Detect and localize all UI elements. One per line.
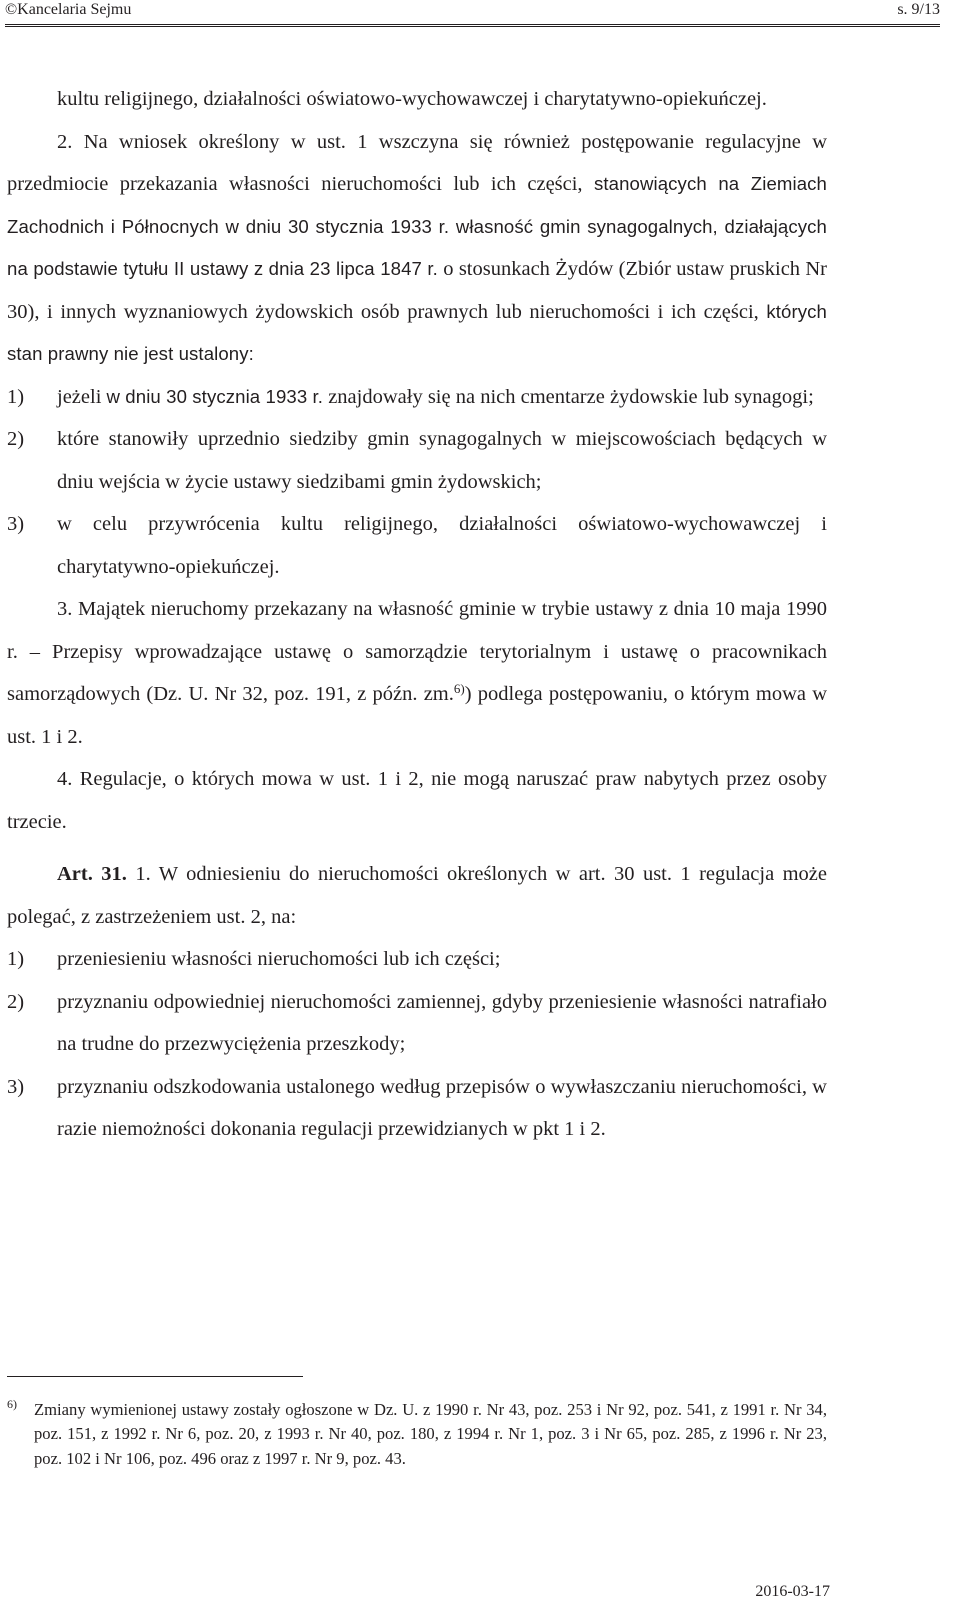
- header-publisher: ©Kancelaria Sejmu: [5, 1, 132, 18]
- list-item-number: 1): [7, 948, 25, 970]
- list-item-text: przeniesieniu własności nieruchomości lub ich części;: [57, 948, 501, 970]
- list-item: [7, 376, 827, 419]
- footnote-reference[interactable]: 6): [453, 681, 465, 696]
- paragraph-4-text: 4. Regulacje, o których mowa w ust. 1 i 2, nie mogą naruszać praw nabytych przez osoby trzecie.: [7, 768, 827, 833]
- list-item: [7, 938, 827, 981]
- paragraph-3-text-a: 3. Majątek nieruchomy przekazany na własność gminie w trybie ustawy z dnia 10 maja 1990 r. – Przepisy wprowadzające ustawę o samorządzie terytorialnym i ustawę o pracownikach samorządowych (Dz. U. Nr 32, poz. 191, z późn. zm.: [7, 598, 827, 705]
- paragraph-4: [7, 758, 827, 843]
- list-item: [7, 1066, 827, 1151]
- paragraph-2-text-a: 2. Na wniosek określony w ust. 1 wszczyna się również postępowanie regulacyjne w przedmiocie przekazania własności nieruchomości lub ich części,: [7, 130, 827, 195]
- list-item: [7, 503, 827, 588]
- list-item: [7, 418, 827, 503]
- list-item-number: 2): [7, 990, 25, 1013]
- footnote-separator: [7, 1376, 303, 1377]
- list-item-number: 3): [7, 513, 25, 535]
- paragraph-3: [7, 588, 827, 758]
- spacer: [7, 843, 827, 853]
- list-item-text: przyznaniu odpowiedniej nieruchomości zamiennej, gdyby przeniesienie własności natrafiało na trudne do przezwyciężenia przeszkody;: [57, 990, 827, 1055]
- paragraph-2-text-b: stanowiących na Ziemiach Zachodnich i Północnych w dniu 30 stycznia 1933 r. własność gmin synagogalnych, działających na podstawie tytułu II ustawy z dnia 23 lipca 1847 r.: [7, 173, 827, 279]
- paragraph-1: [7, 78, 827, 121]
- article-31: [7, 853, 827, 938]
- list-item-text-a: jeżeli: [57, 385, 107, 408]
- paragraph-2: [7, 121, 827, 376]
- footnote-mark: 6): [7, 1397, 17, 1411]
- list-item-text: w celu przywrócenia kultu religijnego, działalności oświatowo-wychowawczej i charytatywno-opiekuńczej.: [57, 513, 827, 578]
- paragraph-2-text-d: których stan prawny nie jest ustalony:: [7, 300, 827, 364]
- paragraph-1-text: kultu religijnego, działalności oświatowo-wychowawczej i charytatywno-opiekuńczej.: [57, 88, 767, 110]
- list-item: [7, 981, 827, 1066]
- header-page-number: s. 9/13: [897, 1, 940, 18]
- list-item-text-c: znajdowały się na nich cmentarze żydowskie lub synagogi;: [323, 385, 814, 408]
- footnote-text: Zmiany wymienionej ustawy zostały ogłoszone w Dz. U. z 1990 r. Nr 43, poz. 253 i Nr 92, poz. 541, z 1991 r. Nr 34, poz. 151, z 1992 r. Nr 6, poz. 20, z 1993 r. Nr 40, poz. 180, z 1994 r. Nr 1, poz. 3 i Nr 65, poz. 285, z 1996 r. Nr 23, poz. 102 i Nr 106, poz. 496 oraz z 1997 r. Nr 9, poz. 43.: [34, 1400, 827, 1468]
- list-item-number: 3): [7, 1075, 25, 1098]
- list-item-text: które stanowiły uprzednio siedziby gmin synagogalnych w miejscowościach będących w dniu wejścia w życie ustawy siedzibami gmin żydowskich;: [57, 428, 827, 493]
- header-rule: [5, 24, 940, 27]
- document-date: 2016-03-17: [755, 1583, 830, 1600]
- document-body: [7, 78, 827, 1151]
- page-header: [5, 0, 940, 22]
- footnote: [7, 1398, 827, 1471]
- list-item-number: 2): [7, 428, 25, 450]
- paragraph-3-text-b: ) podlega postępowaniu, o którym mowa w ust. 1 i 2.: [7, 683, 827, 748]
- article-text: 1. W odniesieniu do nieruchomości określonych w art. 30 ust. 1 regulacja może polegać, z zastrzeżeniem ust. 2, na:: [7, 863, 827, 928]
- list-item-text-b: w dniu 30 stycznia 1933 r.: [106, 385, 324, 407]
- list-item-number: 1): [7, 385, 25, 408]
- paragraph-2-text-c: o stosunkach Żydów (Zbiór ustaw pruskich Nr 30), i innych wyznaniowych żydowskich osób prawnych lub nieruchomości i ich części,: [7, 258, 827, 323]
- list-item-text: przyznaniu odszkodowania ustalonego według przepisów o wywłaszczaniu nieruchomości, w razie niemożności dokonania regulacji przewidzianych w pkt 1 i 2.: [57, 1075, 827, 1140]
- article-label: Art. 31.: [57, 863, 127, 885]
